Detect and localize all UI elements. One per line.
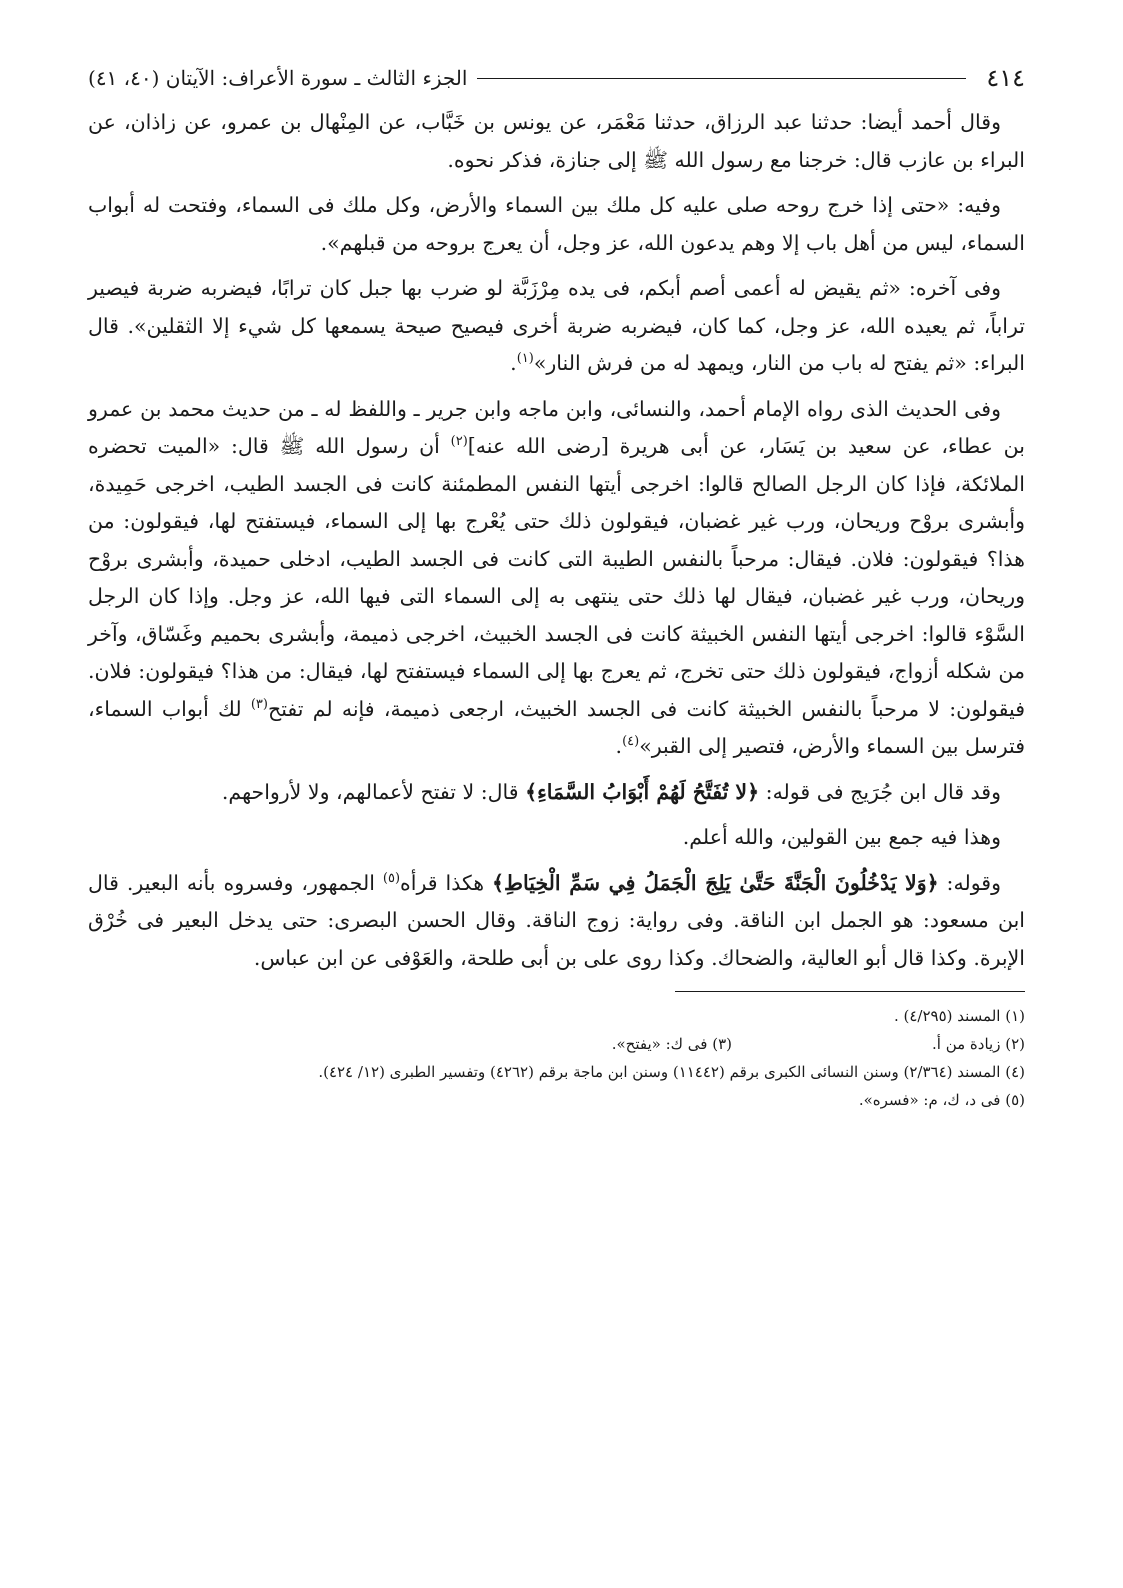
paragraph-1 <box>88 104 1025 179</box>
paragraph-5-text-b: قال: لا تفتح لأعمالهم، ولا لأرواحهم. <box>221 779 526 804</box>
body-text <box>88 104 1025 977</box>
footnote-rule <box>675 991 1025 992</box>
quran-verse-2: ﴿وَلا يَدْخُلُونَ الْجَنَّةَ حَتَّىٰ يَلِجَ الْجَمَلُ فِي سَمِّ الْخِيَاطِ﴾ <box>492 870 939 895</box>
header-title: الجزء الثالث ـ سورة الأعراف: الآيتان (٤٠، ٤١) <box>88 66 468 90</box>
paragraph-2 <box>88 187 1025 262</box>
paragraph-4 <box>88 391 1025 766</box>
document-page <box>88 58 1025 1538</box>
paragraph-7-text-a: وقوله: <box>938 870 1001 895</box>
paragraph-7-text-c: الجمهور، وفسروه بأنه البعير. قال ابن مسعود: هو الجمل ابن الناقة. وفى رواية: زوج الناقة. وقال الحسن البصرى: حتى يدخل البعير فى خُرْق الإبرة. وكذا قال أبو العالية، والضحاك. وكذا روى على بن أبى طلحة، والعَوْفى عن ابن عباس. <box>88 870 1025 970</box>
footnote-4: (٤) المسند (٢/٣٦٤) وسنن النسائى الكبرى برقم (١١٤٤٢) وسنن ابن ماجة برقم (٤٢٦٢) وتفسير الطبرى (١٢/ ٤٢٤). <box>318 1063 1025 1081</box>
footnote-row-4 <box>88 1086 1025 1114</box>
footnote-3: (٣) فى ك: «يفتح». <box>611 1035 732 1053</box>
paragraph-4-text-c: لك أبواب السماء، فترسل بين السماء والأرض، فتصير إلى القبر» <box>88 696 1025 758</box>
paragraph-5-text-a: وقد قال ابن جُرَيج فى قوله: <box>759 779 1001 804</box>
footnote-2: (٢) زيادة من أ. <box>932 1035 1025 1053</box>
paragraph-4-end: . <box>615 734 623 758</box>
footnote-row-3 <box>88 1058 1025 1086</box>
paragraph-3-end: . <box>510 351 517 375</box>
footnote-5: (٥) فى د، ك، م: «فسره». <box>858 1091 1025 1109</box>
footnotes <box>88 1002 1025 1114</box>
paragraph-2-text: وفيه: «حتى إذا خرج روحه صلى عليه كل ملك بين السماء والأرض، وكل ملك فى السماء، وفتحت له أبواب السماء، ليس من أهل باب إلا وهم يدعون الله، عز وجل، أن يعرج بروحه من قبلهم». <box>88 193 1025 255</box>
paragraph-3-text: وفى آخره: «ثم يقيض له أعمى أصم أبكم، فى يده مِرْزَبَّة لو ضرب بها جبل كان ترابًا، فيضربه ضربة فيصير تراباً، ثم يعيده الله، عز وجل، كما كان، فيضربه ضربة أخرى فيصيح صيحة يسمعها كل شيء إلا الثقلين». قال البراء: «ثم يفتح له باب من النار، ويمهد له من فرش النار» <box>88 276 1025 375</box>
running-header <box>88 58 1025 98</box>
footnote-ref-2[interactable]: (٢) <box>450 434 468 450</box>
paragraph-1-text: وقال أحمد أيضا: حدثنا عبد الرزاق، حدثنا مَعْمَر، عن يونس بن خَبَّاب، عن المِنْهال بن عمرو، عن زاذان، عن البراء بن عازب قال: خرجنا مع رسول الله ﷺ إلى جنازة، فذكر نحوه. <box>88 110 1025 172</box>
footnote-ref-1[interactable]: (١) <box>516 351 534 367</box>
paragraph-7-text-b: هكذا قرأه <box>400 870 493 895</box>
paragraph-4-text-b: أن رسول الله ﷺ قال: «الميت تحضره الملائكة، فإذا كان الرجل الصالح قالوا: اخرجى أيتها النفس المطمئنة كانت فى الجسد الطيب، اخرجى حَمِيدة، وأبشرى بروْح وريحان، ورب غير غضبان، فيقولون ذلك حتى يُعْرج بها إلى السماء، فيستفتح لها، فيقولون: من هذا؟ فيقولون: فلان. فيقال: مرحباً بالنفس الطيبة التى كانت فى الجسد الطيب، ادخلى حميدة، وأبشرى بروْح وريحان، ورب غير غضبان، فيقال لها ذلك حتى ينتهى به إلى السماء التى فيها الله، عز وجل. وإذا كان الرجل السَّوْء قالوا: اخرجى أيتها النفس الخبيثة كانت فى الجسد الخبيث، اخرجى ذميمة، وأبشرى بحميم وغَسّاق، وآخر من شكله أزواج، فيقولون ذلك حتى تخرج، ثم يعرج بها إلى السماء فيستفتح لها، فيقال: من هذا؟ فيقولون: فلان. فيقولون: لا مرحباً بالنفس الخبيثة كانت فى الجسد الخبيث، ارجعى ذميمة، فإنه لم تفتح <box>88 434 1025 721</box>
footnote-ref-4[interactable]: (٤) <box>622 734 640 750</box>
header-rule <box>477 78 966 79</box>
footnote-row-2 <box>88 1030 1025 1058</box>
paragraph-3 <box>88 270 1025 383</box>
footnote-ref-5[interactable]: (٥) <box>382 870 401 886</box>
paragraph-6-text: وهذا فيه جمع بين القولين، والله أعلم. <box>682 825 1001 849</box>
footnote-1: (١) المسند (٤/٢٩٥) . <box>893 1007 1025 1025</box>
paragraph-6 <box>88 819 1025 857</box>
page-number: ٤١٤ <box>986 64 1025 92</box>
paragraph-7 <box>88 865 1025 978</box>
quran-verse-1: ﴿لا تُفَتَّحُ لَهُمْ أَبْوَابُ السَّمَاءِ﴾ <box>525 779 760 804</box>
footnote-row-1 <box>88 1002 1025 1030</box>
paragraph-5 <box>88 774 1025 812</box>
paragraph-4-text-a: وفى الحديث الذى رواه الإمام أحمد، والنسائى، وابن ماجه وابن جرير ـ واللفظ له ـ من حديث محمد بن عمرو بن عطاء، عن سعيد بن يَسَار، عن أبى هريرة [رضى الله عنه] <box>88 396 1025 458</box>
footnote-ref-3[interactable]: (٣) <box>250 696 268 712</box>
